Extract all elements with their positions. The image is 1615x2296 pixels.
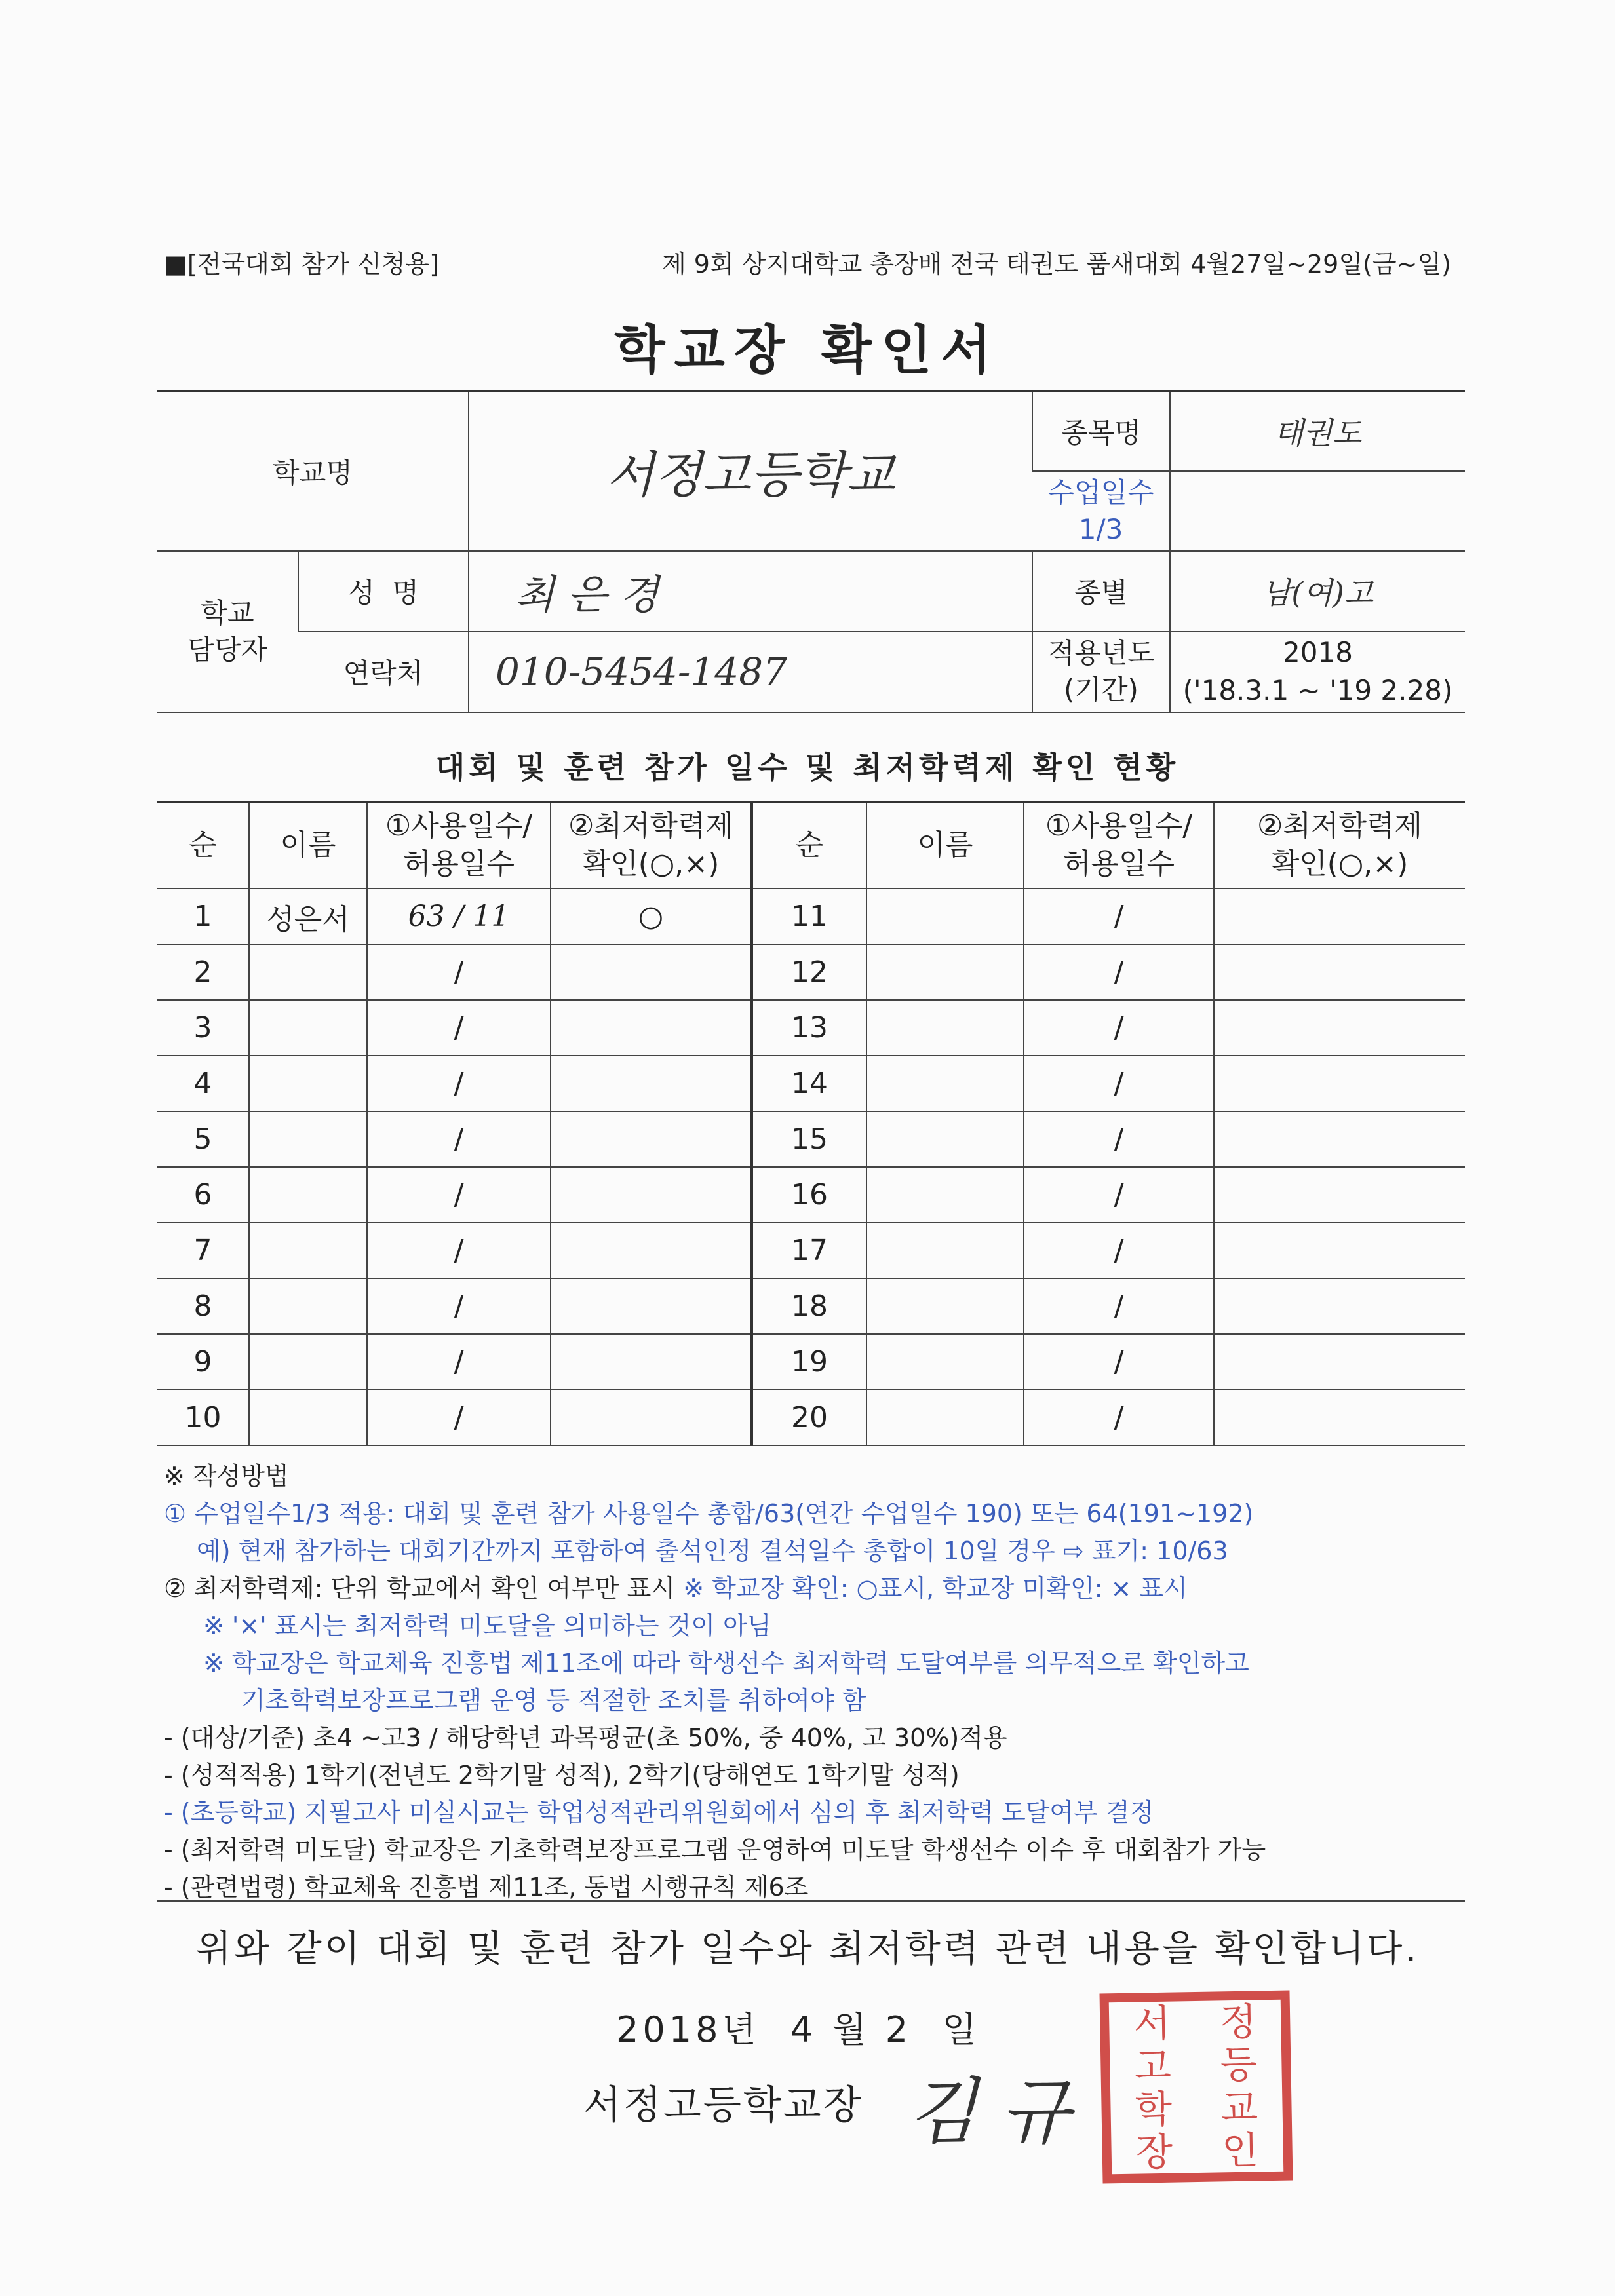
notes-heading: ※ 작성방법 (164, 1462, 289, 1491)
cell-name (249, 1334, 367, 1390)
cell-no: 9 (157, 1334, 249, 1390)
cell-days: / (367, 1111, 551, 1167)
table-row (157, 1334, 1465, 1390)
contact-person-label: 학교 담당자 (157, 551, 298, 712)
principal-signature: 김 규 (908, 2070, 1070, 2154)
table-row (157, 1056, 1465, 1111)
detail-1: - (대상/기준) 초4 ~고3 / 해당학년 과목평균(초 50%, 중 40%, 고 30%)적용 (164, 1723, 1007, 1752)
period-label: 적용년도 (기간) (1032, 632, 1170, 712)
note-2-line (164, 1570, 1475, 1607)
cell-name (249, 1056, 367, 1111)
cell-no: 4 (157, 1056, 249, 1111)
cell-name (866, 1111, 1024, 1167)
instructions (164, 1458, 1475, 1906)
note-2-duty-2: 기초학력보장프로그램 운영 등 적절한 조치를 취하여야 함 (241, 1686, 866, 1715)
table-row (157, 1167, 1465, 1223)
cell-no: 16 (752, 1167, 866, 1223)
cell-days: / (1024, 889, 1214, 944)
note-2-duty-1: ※ 학교장은 학교체육 진흥법 제11조에 따라 학생선수 최저학력 도달여부를 의무적으로 확인하고 (203, 1649, 1249, 1677)
sport-value: 태권도 (1170, 391, 1465, 471)
cell-check (1214, 1390, 1465, 1445)
table-row (157, 1000, 1465, 1056)
cell-name (249, 1167, 367, 1223)
note-1: ① 수업일수1/3 적용: 대회 및 훈련 참가 사용일수 총합/63(연간 수업일수 190) 또는 64(191~192) (164, 1499, 1254, 1528)
school-label: 학교명 (157, 391, 469, 551)
cell-name (866, 1223, 1024, 1278)
cell-days: / (367, 944, 551, 1000)
school-days-cell (1032, 471, 1170, 551)
note-2-mark: ※ 학교장 확인: ○표시, 학교장 미확인: × 표시 (683, 1574, 1188, 1603)
cell-name (866, 1167, 1024, 1223)
cell-check (1214, 1000, 1465, 1056)
cell-days: 63 / 11 (367, 889, 551, 944)
cell-days: / (367, 1167, 551, 1223)
document-title: 학교장 확인서 (614, 320, 1001, 381)
period-range: ('18.3.1 ~ '19 2.28) (1182, 674, 1453, 706)
cell-days: / (367, 1000, 551, 1056)
cell-days: / (367, 1334, 551, 1390)
seal-char: 인 (1221, 2128, 1259, 2173)
cell-days: / (1024, 1334, 1214, 1390)
cell-check (551, 1167, 752, 1223)
seal-char: 정 (1219, 1999, 1257, 2045)
header-name-right: 이름 (866, 802, 1024, 889)
cell-check (1214, 1223, 1465, 1278)
cell-no: 11 (752, 889, 866, 944)
cell-days: / (1024, 1000, 1214, 1056)
cell-check (551, 1334, 752, 1390)
cell-check (551, 1000, 752, 1056)
cell-check: ○ (551, 889, 752, 944)
phone-label: 연락처 (298, 632, 469, 712)
cell-no: 10 (157, 1390, 249, 1445)
header-days-right: ①사용일수/ 허용일수 (1024, 802, 1214, 889)
phone-value: 010-5454-1487 (469, 632, 1032, 712)
header-check-left: ②최저학력제 확인(○,×) (551, 802, 752, 889)
cell-days: / (1024, 1390, 1214, 1445)
cell-name (249, 1223, 367, 1278)
cell-check (1214, 1167, 1465, 1223)
cell-name (866, 1000, 1024, 1056)
cell-name (866, 889, 1024, 944)
cell-no: 15 (752, 1111, 866, 1167)
cell-no: 17 (752, 1223, 866, 1278)
cell-days: / (367, 1278, 551, 1334)
cell-name (866, 1334, 1024, 1390)
cell-check (1214, 1056, 1465, 1111)
official-seal-icon (1099, 1990, 1293, 2183)
cell-check (1214, 1278, 1465, 1334)
table-row (157, 944, 1465, 1000)
cell-no: 20 (752, 1390, 866, 1445)
cell-check (1214, 889, 1465, 944)
sport-label: 종목명 (1032, 391, 1170, 471)
detail-3: - (초등학교) 지필고사 미실시교는 학업성적관리위원회에서 심의 후 최저학력 도달여부 결정 (164, 1798, 1154, 1827)
name-value: 최 은 경 (469, 551, 1032, 632)
cell-days: / (1024, 944, 1214, 1000)
table-row (157, 1278, 1465, 1334)
cell-name: 성은서 (249, 889, 367, 944)
cell-check (551, 944, 752, 1000)
cell-no: 6 (157, 1167, 249, 1223)
cell-no: 18 (752, 1278, 866, 1334)
period-year: 2018 (1283, 636, 1353, 668)
cell-check (1214, 1334, 1465, 1390)
note-2-x: ※ '×' 표시는 최저학력 미도달을 의미하는 것이 아님 (203, 1611, 771, 1640)
cell-name (866, 1390, 1024, 1445)
cell-check (551, 1223, 752, 1278)
cell-no: 8 (157, 1278, 249, 1334)
cell-name (249, 1111, 367, 1167)
cell-days: / (1024, 1278, 1214, 1334)
header-no-right: 순 (752, 802, 866, 889)
cell-no: 5 (157, 1111, 249, 1167)
seal-char: 장 (1135, 2129, 1173, 2175)
event-title: 제 9회 상지대학교 총장배 전국 태권도 품새대회 4월27일~29일(금~일) (662, 250, 1451, 278)
cell-days: / (1024, 1167, 1214, 1223)
cell-days: / (367, 1390, 551, 1445)
school-days-value (1170, 471, 1465, 551)
cell-check (551, 1390, 752, 1445)
name-label: 성 명 (298, 551, 469, 632)
cell-check (551, 1111, 752, 1167)
table-row (157, 1390, 1465, 1445)
form-type-label: ■[전국대회 참가 신청용] (164, 250, 440, 278)
table-title: 대회 및 훈련 참가 일수 및 최저학력제 확인 현황 (435, 750, 1180, 785)
seal-char: 서 (1133, 2000, 1171, 2046)
cell-name (249, 1278, 367, 1334)
cell-days: / (367, 1223, 551, 1278)
cell-days: / (1024, 1223, 1214, 1278)
school-days-ratio: 1/3 (1078, 512, 1123, 545)
category-label: 종별 (1032, 551, 1170, 632)
cell-check (1214, 944, 1465, 1000)
participation-table (157, 801, 1465, 1446)
note-1-example: 예) 현재 참가하는 대회기간까지 포함하여 출석인정 결석일수 총합이 10일 경우 ⇨ 표기: 10/63 (197, 1537, 1228, 1565)
cell-name (866, 944, 1024, 1000)
info-table (157, 390, 1465, 713)
header-name-left: 이름 (249, 802, 367, 889)
header-no-left: 순 (157, 802, 249, 889)
divider (157, 1900, 1465, 1902)
detail-5: - (관련법령) 학교체육 진흥법 제11조, 동법 시행규칙 제6조 (164, 1873, 809, 1902)
cell-no: 2 (157, 944, 249, 1000)
table-row (157, 1223, 1465, 1278)
header-days-left: ①사용일수/ 허용일수 (367, 802, 551, 889)
cell-check (1214, 1111, 1465, 1167)
cell-no: 19 (752, 1334, 866, 1390)
seal-char: 교 (1220, 2085, 1258, 2131)
table-row (157, 889, 1465, 944)
cell-name (866, 1278, 1024, 1334)
cell-name (249, 944, 367, 1000)
cell-no: 12 (752, 944, 866, 1000)
cell-check (551, 1278, 752, 1334)
table-row (157, 1111, 1465, 1167)
confirmation-text: 위와 같이 대회 및 훈련 참가 일수와 최저학력 관련 내용을 확인합니다. (195, 1928, 1420, 1970)
cell-no: 3 (157, 1000, 249, 1056)
cell-days: / (367, 1056, 551, 1111)
cell-no: 7 (157, 1223, 249, 1278)
school-days-label: 수업일수 (1047, 476, 1154, 508)
header-check-right: ②최저학력제 확인(○,×) (1214, 802, 1465, 889)
cell-days: / (1024, 1056, 1214, 1111)
seal-char: 학 (1135, 2086, 1173, 2132)
period-cell (1170, 632, 1465, 712)
cell-name (249, 1390, 367, 1445)
category-value: 남(여)고 (1170, 551, 1465, 632)
issue-date: 2018년 4 월 2 일 (616, 2009, 981, 2050)
detail-2: - (성적적용) 1학기(전년도 2학기말 성적), 2학기(당해연도 1학기말 성적) (164, 1761, 960, 1789)
principal-title: 서정고등학교장 (583, 2082, 863, 2128)
cell-no: 1 (157, 889, 249, 944)
cell-name (249, 1000, 367, 1056)
note-2: ② 최저학력제: 단위 학교에서 확인 여부만 표시 (164, 1574, 676, 1603)
cell-name (866, 1056, 1024, 1111)
cell-check (551, 1056, 752, 1111)
detail-4: - (최저학력 미도달) 학교장은 기초학력보장프로그램 운영하여 미도달 학생선수 이수 후 대회참가 가능 (164, 1835, 1266, 1864)
seal-char: 등 (1220, 2042, 1258, 2088)
cell-days: / (1024, 1111, 1214, 1167)
cell-no: 14 (752, 1056, 866, 1111)
school-value: 서정고등학교 (469, 391, 1032, 551)
cell-no: 13 (752, 1000, 866, 1056)
seal-char: 고 (1134, 2043, 1172, 2089)
